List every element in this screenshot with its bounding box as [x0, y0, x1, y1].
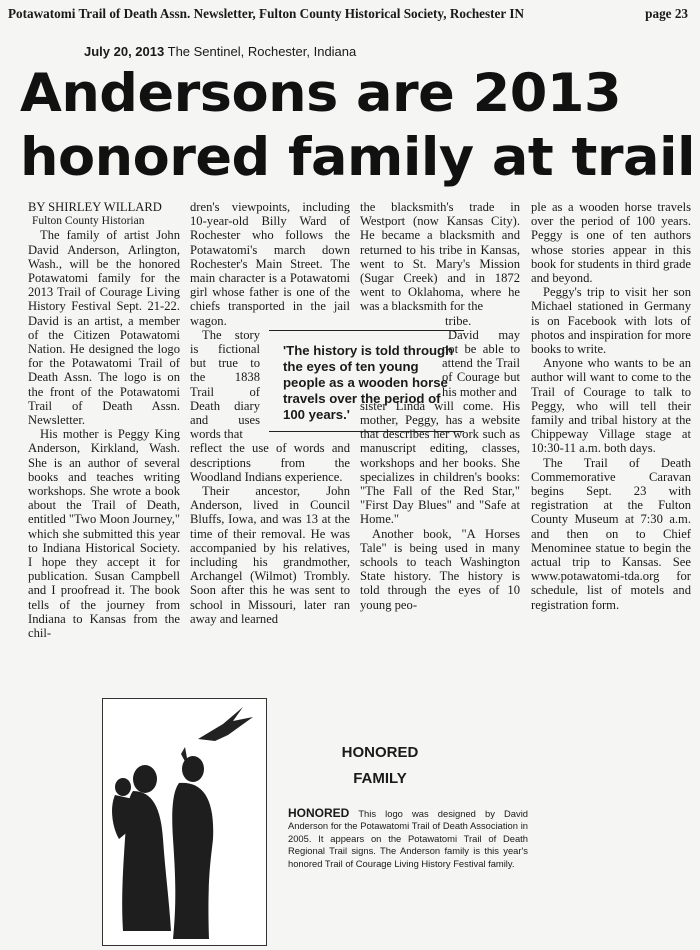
- page-number: page 23: [645, 6, 688, 21]
- figure-title: [310, 740, 450, 792]
- running-header: [8, 6, 692, 22]
- paragraph: tribe.: [445, 313, 472, 328]
- caption-text: This logo was designed by David Anderson for the Potawatomi Trail of Death Association in 2005. It appears on the Potawatomi Trail of Death Regional Trail signs. The Anderson family is this year's honored Trail of Courage Living History Festival family.: [288, 808, 528, 869]
- family-silhouette-logo-image: [103, 699, 266, 945]
- paragraph: The story is fictional but true to the 1838 Trail of Death diary and uses words that: [190, 327, 260, 442]
- pull-quote: 'The history is told through the eyes of ten young people as a wooden horse travels over the period of 100 years.': [269, 330, 464, 432]
- paragraph: Their ancestor, John Anderson, lived in Council Bluffs, Iowa, and was 13 at the time of their removal. He was accompanied by his relatives, including his grandmother, Archangel (Wilmot) Trombly. Soon after this he was sent to school in Missouri, later ran away and learned: [190, 484, 350, 626]
- article-source: The Sentinel, Rochester, Indiana: [167, 44, 357, 59]
- figure-title-line-1: HONORED: [341, 744, 419, 761]
- headline: [20, 62, 700, 190]
- dateline: [84, 44, 356, 59]
- caption-lead: HONORED: [288, 806, 350, 820]
- paragraph: Peggy's trip to visit her son Michael stationed in Germany is on Facebook with lots of photos and inspiration for more books to write.: [531, 285, 691, 357]
- honored-family-logo: [102, 698, 267, 946]
- paragraph: Anyone who wants to be an author will want to come to the Trail of Courage to talk to Peggy, who will tell their family and tribal history at the Chippeway Village stage at 10:30-11 a.m. both days.: [531, 356, 691, 456]
- paragraph: reflect the use of words and descriptions from the Woodland Indians experience.: [190, 441, 350, 484]
- paragraph: ple as a wooden horse travels over the period of 100 years. Peggy is one of ten authors whose stories appear in this book for students in third grade and beyond.: [531, 200, 691, 286]
- paragraph: The family of artist John David Anderson, Arlington, Wash., will be the honored Potawatomi family for the 2013 Trail of Courage Living History Festival Sept. 21-22. David is an artist, a member of the Citizen Potawatomi Nation. He designed the logo for the Potawatomi Trail of Death Assn. The logo is on the front of the Potawatomi Trail of Death Assn. Newsletter.: [28, 228, 180, 428]
- running-title: Potawatomi Trail of Death Assn. Newsletter, Fulton County Historical Society, Rochester IN: [8, 6, 524, 21]
- byline-author: BY SHIRLEY WILLARD: [28, 200, 162, 214]
- headline-line-2: honored family at trail: [20, 127, 696, 188]
- headline-line-1: Andersons are 2013: [20, 63, 622, 124]
- paragraph: the blacksmith's trade in Westport (now Kansas City). He became a blacksmith and returned to his tribe in Kansas, went to St. Mary's Mission (Sugar Creek) and in 1872 went to Oklahoma, where he was a blacksmith for the: [360, 200, 520, 314]
- paragraph: dren's viewpoints, including 10-year-old Billy Ward of Rochester who follows the Potawatomi's march down Rochester's Main Street. The main character is a Potawatomi girl whose father is one of the chiefs transported in the jail wagon.: [190, 200, 350, 328]
- paragraph: His mother is Peggy King Anderson, Kirkland, Wash. She is an author of several books and teaches writing workshops. She wrote a book about the Trail of Death, entitled "Two Moon Journey," which she submitted this year to Indiana Historical Society. I hope they accept it for publication. Susan Campbell and I proofread it. The book tells of the journey from Indiana to Kansas from the chil-: [28, 427, 180, 641]
- paragraph: Another book, "A Horses Tale" is being used in many schools to teach Washington State history. The history is told through the eyes of 10 young peo-: [360, 526, 520, 612]
- figure-caption: [288, 807, 528, 870]
- paragraph: sister Linda will come. His mother, Peggy, has a website that describes her work such as manuscript editing, classes, workshops and her books. She specializes in children's books: "The Fall of the Red Star," "First Day Blues" and "Safe at Home.": [360, 398, 520, 527]
- paragraph: David may not be able to attend the Trail of Courage but his mother and: [442, 327, 520, 399]
- byline-role: Fulton County Historian: [32, 215, 145, 228]
- article-date: July 20, 2013: [84, 44, 165, 59]
- article-column-1: [28, 200, 180, 640]
- article-column-4: [531, 200, 691, 612]
- paragraph: The Trail of Death Commemorative Caravan begins Sept. 23 with registration at the Fulton County Museum at 7:30 a.m. and then on to Chief Menominee statue to begin the actual trip to Kansas. See www.potawatomi-tda.org for schedule, list of motels and registration form.: [531, 455, 691, 612]
- figure-title-line-2: FAMILY: [353, 770, 407, 787]
